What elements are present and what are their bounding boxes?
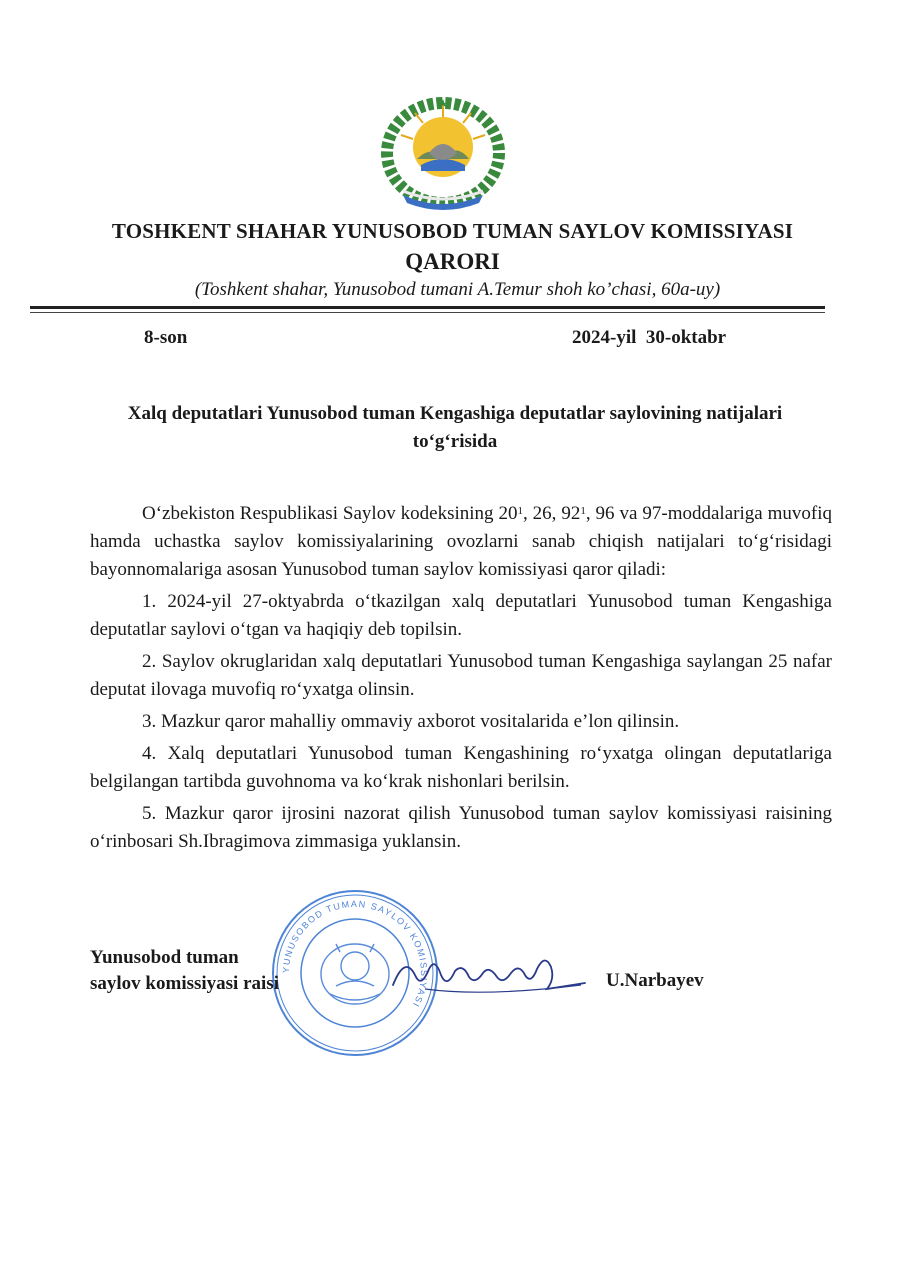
item-4: 4. Xalq deputatlari Yunusobod tuman Kengashining ro‘yxatga olingan deputatlariga belgilangan tartibda guvohnoma va ko‘krak nishonlari berilsin. bbox=[90, 743, 832, 792]
handwritten-signature bbox=[385, 945, 595, 1005]
document-date: 2024-yil 30-oktabr bbox=[572, 327, 727, 348]
address: (Toshkent shahar, Yunusobod tumani A.Temur shoh ko’chasi, 60a-uy) bbox=[194, 279, 721, 300]
header-divider-thin bbox=[30, 312, 825, 313]
document-subject bbox=[60, 400, 850, 456]
subject-line-2: to‘g‘risida bbox=[412, 431, 498, 452]
document-number: 8-son bbox=[144, 327, 188, 348]
signer-title bbox=[90, 945, 279, 997]
item-1: 1. 2024-yil 27-oktyabrda o‘tkazilgan xalq deputatlari Yunusobod tuman Kengashiga deputatlar saylovi o‘tgan va haqiqiy deb topilsin. bbox=[90, 591, 832, 640]
header-divider-thick bbox=[30, 306, 825, 309]
signer-name: U.Narbayev bbox=[606, 970, 704, 991]
item-2: 2. Saylov okruglaridan xalq deputatlari Yunusobod tuman Kengashiga saylangan 25 nafar deputat ilovaga muvofiq ro‘yxatga olinsin. bbox=[90, 651, 832, 700]
signer-title-line-1: Yunusobod tuman bbox=[90, 947, 239, 968]
subject-line-1: Xalq deputatlari Yunusobod tuman Kengashiga deputatlar saylovining natijalari bbox=[127, 403, 783, 424]
signer-title-line-2: saylov komissiyasi raisi bbox=[90, 973, 279, 994]
svg-text:YUNUSOBOD TUMAN SAYLOV KOMISSI: YUNUSOBOD TUMAN SAYLOV KOMISSIYASI bbox=[280, 898, 430, 1010]
document-type: QARORI bbox=[405, 249, 500, 274]
state-emblem-icon bbox=[373, 95, 513, 215]
document-body bbox=[90, 500, 832, 856]
organization-title: TOSHKENT SHAHAR YUNUSOBOD TUMAN SAYLOV KOMISSIYASI bbox=[111, 219, 794, 243]
item-5: 5. Mazkur qaror ijrosini nazorat qilish Yunusobod tuman saylov komissiyasi raisining o‘rinbosari Sh.Ibragimova zimmasiga yuklansin. bbox=[90, 803, 832, 852]
item-3: 3. Mazkur qaror mahalliy ommaviy axborot vositalarida e’lon qilinsin. bbox=[142, 711, 680, 732]
preamble-paragraph: O‘zbekiston Respublikasi Saylov kodeksining $20^1$, 26, $92^1$, 96 va 97-moddalariga muvofiq hamda uchastka saylov komissiyalarining ovozlarni sanab chiqish natijalari to‘g‘risidagi bayonnomalariga asosan Yunusobod tuman saylov komissiyasi qaror qiladi: bbox=[90, 503, 832, 580]
